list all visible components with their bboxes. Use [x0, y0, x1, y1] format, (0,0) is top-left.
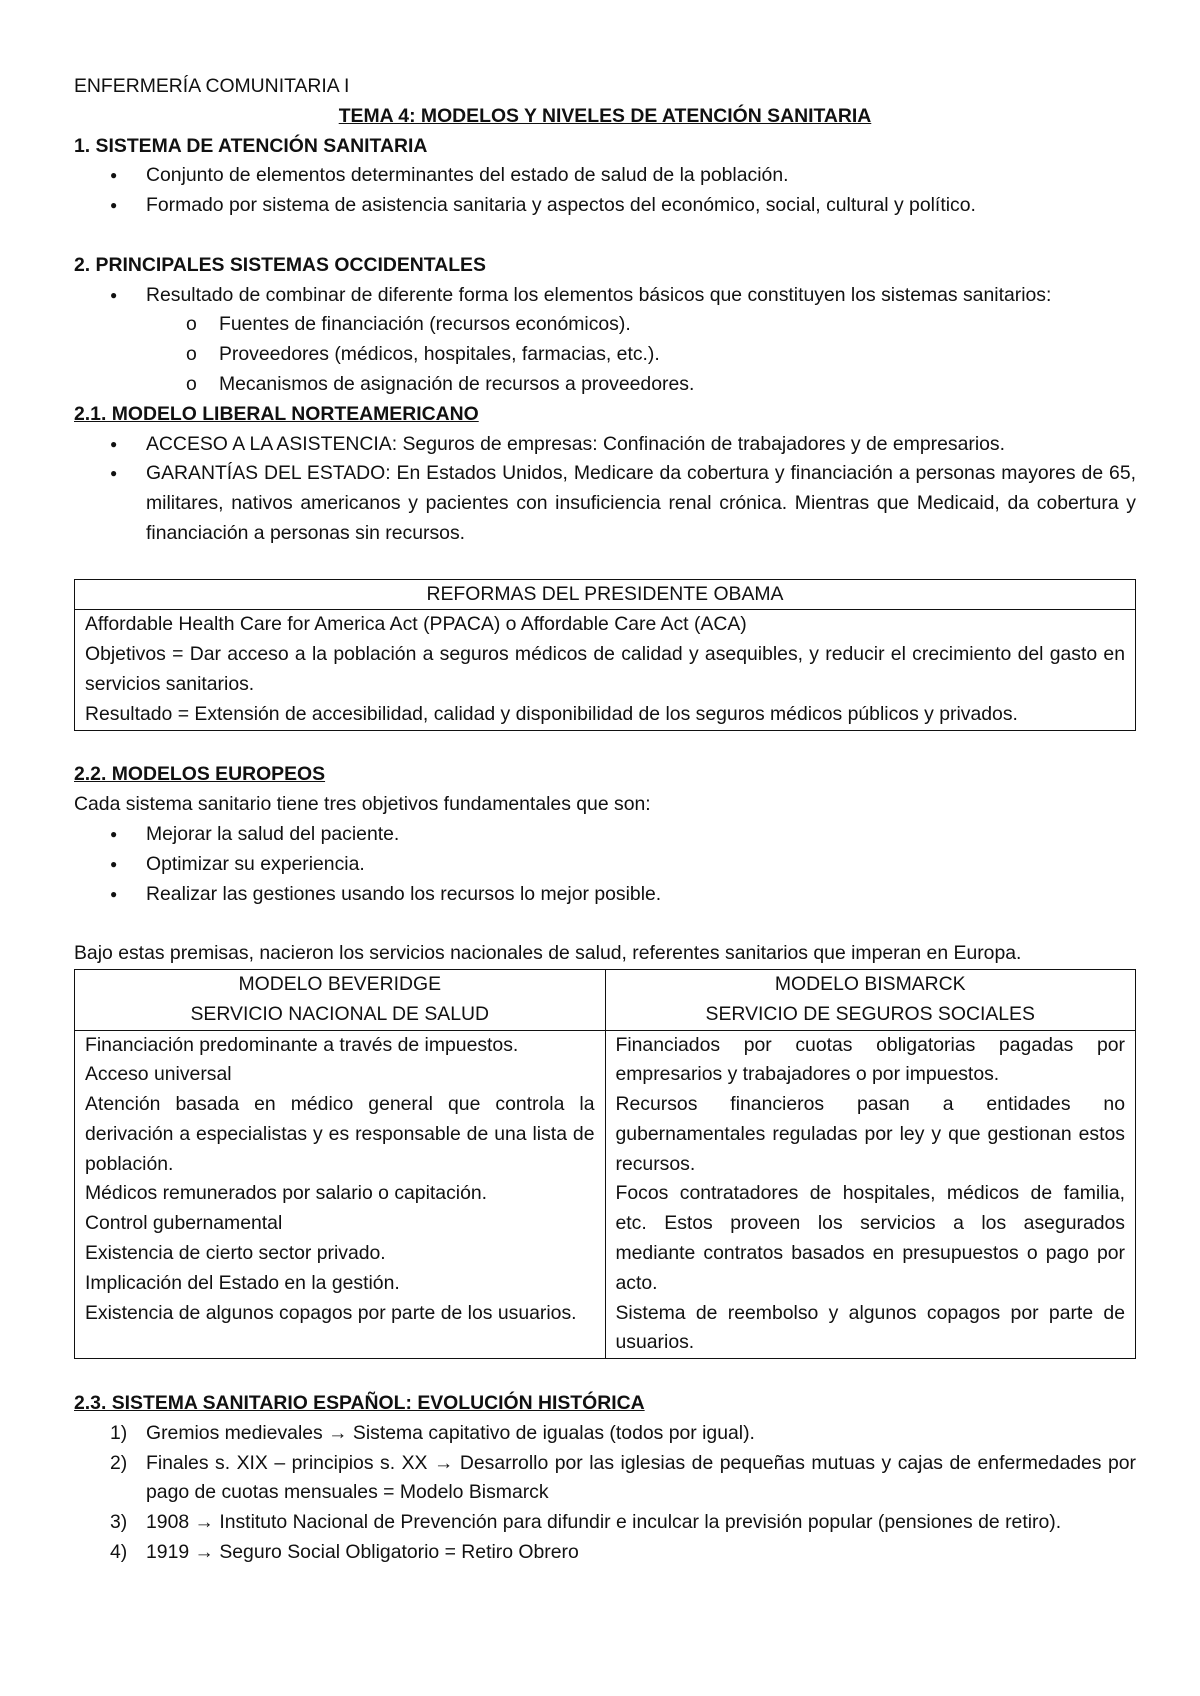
list-item: ● Optimizar su experiencia. [74, 850, 1136, 880]
bismarck-cell [605, 1030, 1136, 1359]
spacer [74, 1359, 1136, 1389]
item-text: Sistema capitativo de igualas (todos por igual). [352, 1421, 755, 1444]
list-item: ● Realizar las gestiones usando los recursos lo mejor posible. [74, 880, 1136, 910]
list-item: ● GARANTÍAS DEL ESTADO: En Estados Unidos, Medicare da cobertura y financiación a personas mayores de 65, militares, nativos americanos y pacientes con insuficiencia renal crónica. Mientras que Medicaid, da cobertura y financiación a personas sin recursos. [74, 459, 1136, 548]
table-line: Financiados por cuotas obligatorias pagadas por empresarios y trabajadores o por impuestos. [615, 1033, 1125, 1086]
history-list [74, 1419, 1136, 1568]
page-title: TEMA 4: MODELOS Y NIVELES DE ATENCIÓN SANITARIA [338, 104, 872, 127]
table-line: Existencia de cierto sector privado. [85, 1242, 386, 1265]
table-line: Atención basada en médico general que controla la derivación a especialistas y es responsable de una lista de población. [85, 1093, 595, 1175]
document-page [74, 72, 1136, 1568]
table-line: Médicos remunerados por salario o capitación. [85, 1182, 488, 1205]
item-number: 2) [110, 1451, 128, 1474]
arrow-icon: → [328, 1421, 348, 1444]
item-date: 1908 [146, 1511, 190, 1534]
obama-reforms-box [74, 579, 1136, 731]
table-line: Financiación predominante a través de impuestos. [85, 1033, 519, 1056]
table-line: Existencia de algunos copagos por parte de los usuarios. [85, 1301, 577, 1324]
table-line: Acceso universal [85, 1063, 232, 1086]
list-item [74, 1538, 1136, 1568]
sublist-item: o Mecanismos de asignación de recursos a proveedores. [74, 370, 1136, 400]
section-2-2-intro: Cada sistema sanitario tiene tres objetivos fundamentales que son: [74, 793, 651, 816]
section-2-sublist [74, 310, 1136, 399]
section-1-list [74, 161, 1136, 221]
spacer [74, 909, 1136, 939]
spacer [74, 731, 1136, 761]
item-text: Instituto Nacional de Prevención para difundir e inculcar la previsión popular (pensiones de retiro). [219, 1511, 1062, 1534]
sublist-item: o Fuentes de financiación (recursos económicos). [74, 310, 1136, 340]
item-date: Gremios medievales [146, 1421, 323, 1444]
column-subtitle: SERVICIO NACIONAL DE SALUD [190, 1002, 489, 1025]
section-2-2-premise: Bajo estas premisas, nacieron los servicios nacionales de salud, referentes sanitarios que imperan en Europa. [74, 942, 1022, 965]
item-number: 1) [110, 1421, 128, 1444]
list-item [74, 1508, 1136, 1538]
table-line: Control gubernamental [85, 1212, 283, 1235]
list-item: ● Resultado de combinar de diferente forma los elementos básicos que constituyen los sistemas sanitarios: [74, 281, 1136, 311]
table-line: Sistema de reembolso y algunos copagos por parte de usuarios. [615, 1301, 1125, 1354]
item-date: Finales s. XIX – principios s. XX [146, 1451, 428, 1474]
box-line: Affordable Health Care for America Act (PPACA) o Affordable Care Act (ACA) [85, 613, 747, 636]
models-comparison-table [74, 969, 1136, 1359]
bismarck-header [605, 969, 1136, 1030]
course-name: ENFERMERÍA COMUNITARIA I [74, 75, 350, 97]
section-2-2-heading: 2.2. MODELOS EUROPEOS [74, 763, 326, 786]
box-body [75, 610, 1136, 730]
arrow-icon: → [433, 1451, 454, 1474]
table-line: Focos contratadores de hospitales, médicos de familia, etc. Estos proveen los servicios a los asegurados mediante contratos basados en presupuestos o pago por acto. [615, 1182, 1125, 1294]
section-2-heading: 2. PRINCIPALES SISTEMAS OCCIDENTALES [74, 253, 486, 276]
section-1-heading: 1. SISTEMA DE ATENCIÓN SANITARIA [74, 134, 428, 157]
item-text: Seguro Social Obligatorio = Retiro Obrero [219, 1541, 579, 1564]
section-2-list [74, 281, 1136, 311]
spacer [74, 549, 1136, 579]
arrow-icon: → [194, 1541, 214, 1564]
beveridge-header [75, 969, 606, 1030]
box-line: Resultado = Extensión de accesibilidad, calidad y disponibilidad de los seguros médicos públicos y privados. [85, 702, 1018, 725]
spacer [74, 221, 1136, 251]
section-2-3-heading: 2.3. SISTEMA SANITARIO ESPAÑOL: EVOLUCIÓN HISTÓRICA [74, 1392, 645, 1415]
list-item: ● Mejorar la salud del paciente. [74, 820, 1136, 850]
column-title: MODELO BEVERIDGE [238, 972, 442, 995]
box-line: Objetivos = Dar acceso a la población a seguros médicos de calidad y asequibles, y reducir el crecimiento del gasto en servicios sanitarios. [85, 643, 1125, 695]
item-number: 3) [110, 1511, 128, 1534]
item-date: 1919 [146, 1541, 190, 1564]
list-item [74, 1419, 1136, 1449]
section-2-1-heading: 2.1. MODELO LIBERAL NORTEAMERICANO [74, 402, 479, 425]
section-2-1-list [74, 430, 1136, 549]
beveridge-cell [75, 1030, 606, 1359]
list-item [74, 1449, 1136, 1509]
box-title: REFORMAS DEL PRESIDENTE OBAMA [75, 579, 1136, 610]
column-subtitle: SERVICIO DE SEGUROS SOCIALES [705, 1002, 1035, 1025]
list-item: ● Formado por sistema de asistencia sanitaria y aspectos del económico, social, cultural y político. [74, 191, 1136, 221]
table-line: Implicación del Estado en la gestión. [85, 1271, 400, 1294]
sublist-item: o Proveedores (médicos, hospitales, farmacias, etc.). [74, 340, 1136, 370]
arrow-icon: → [194, 1511, 214, 1534]
list-item: ● ACCESO A LA ASISTENCIA: Seguros de empresas: Confinación de trabajadores y de empresarios. [74, 430, 1136, 460]
column-title: MODELO BISMARCK [774, 972, 966, 995]
section-2-2-list [74, 820, 1136, 909]
table-line: Recursos financieros pasan a entidades no gubernamentales reguladas por ley y que gestionan estos recursos. [615, 1093, 1125, 1175]
list-item: ● Conjunto de elementos determinantes del estado de salud de la población. [74, 161, 1136, 191]
item-number: 4) [110, 1541, 128, 1564]
item-text: Desarrollo por las iglesias de pequeñas mutuas y cajas de enfermedades por pago de cuotas mensuales = Modelo Bismarck [146, 1451, 1137, 1504]
